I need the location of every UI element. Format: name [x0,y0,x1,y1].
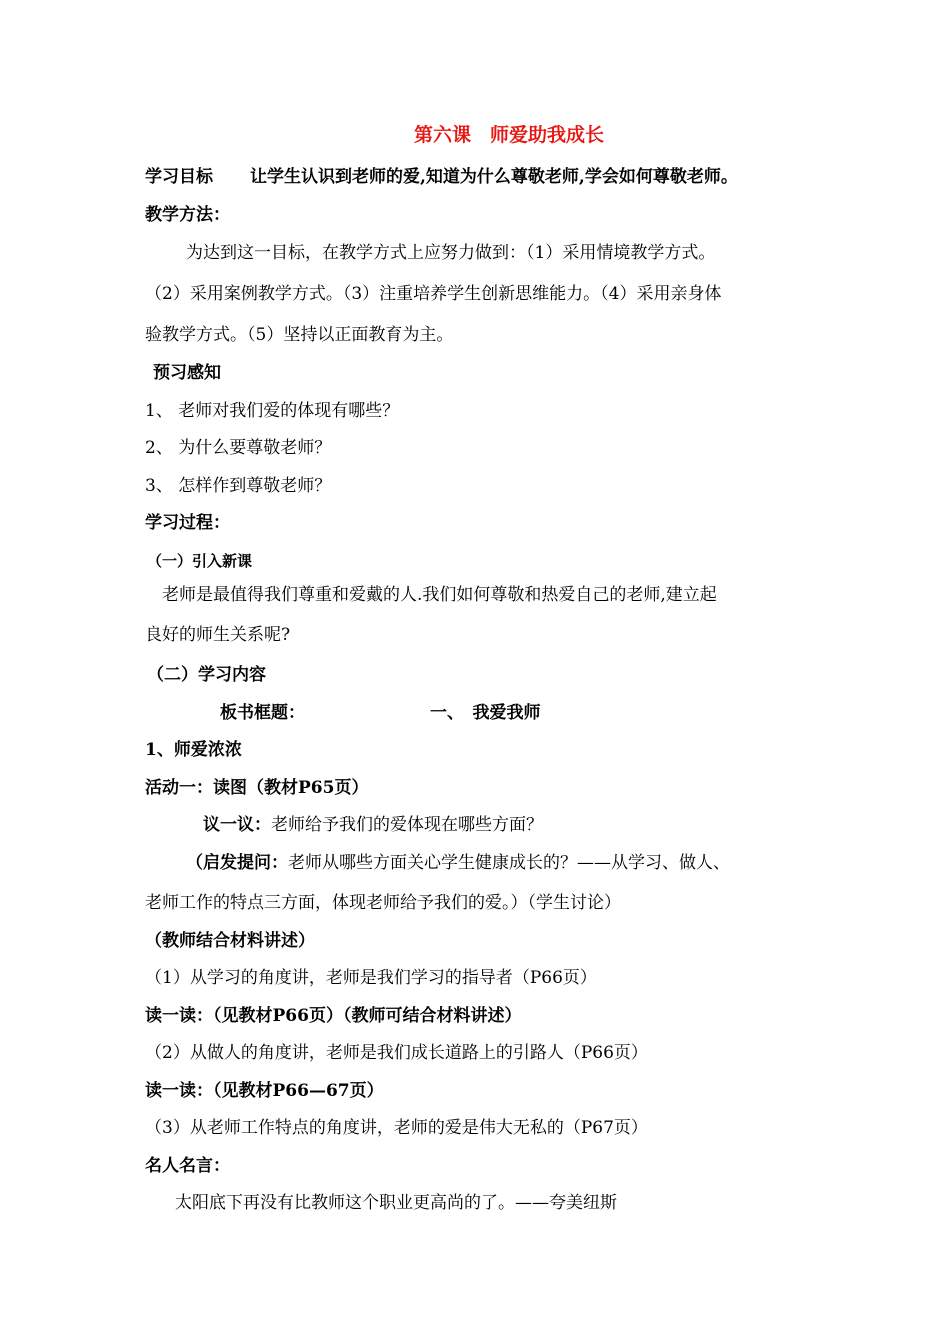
method-line: （2）采用案例教学方式。（3）注重培养学生创新思维能力。（4）采用亲身体 [145,284,722,304]
section-heading: 1、师爱浓浓 [145,740,242,760]
preview-heading: 预习感知 [153,363,221,383]
preview-item: 1、 老师对我们爱的体现有哪些？ [145,401,400,421]
prompt-label: （启发提问： [186,853,288,873]
process-heading: 学习过程： [145,513,230,533]
content-heading: （二）学习内容 [147,665,266,685]
discuss-label: 议一议： [203,815,271,835]
prompt-line: 老师工作的特点三方面，体现老师给予我们的爱。）（学生讨论） [145,893,621,913]
read-heading: 读一读：（见教材P66—67页） [145,1081,384,1101]
quote-heading: 名人名言： [145,1156,230,1176]
point-item: （2）从做人的角度讲，老师是我们成长道路上的引路人（P66页） [145,1043,648,1063]
method-line: 为达到这一目标，在教学方式上应努力做到：（1）采用情境教学方式。 [186,243,716,263]
method-line: 验教学方式。（5）坚持以正面教育为主。 [145,325,454,345]
discuss-line [203,814,543,836]
read-heading: 读一读：（见教材P66页）（教师可结合材料讲述） [145,1006,522,1026]
discuss-text: 老师给予我们的爱体现在哪些方面？ [271,815,543,835]
prompt-line [186,852,730,874]
goal-label: 学习目标 [145,167,213,187]
point-item: （3）从老师工作特点的角度讲，老师的爱是伟大无私的（P67页） [145,1118,648,1138]
lesson-title: 第六课 师爱助我成长 [414,124,605,146]
method-heading: 教学方法： [145,205,230,225]
goal-text: 让学生认识到老师的爱,知道为什么尊敬老师,学会如何尊敬老师。 [250,167,738,187]
board-label: 板书框题： [220,703,305,723]
intro-line: 良好的师生关系呢? [145,625,291,645]
intro-heading: （一）引入新课 [147,552,253,570]
intro-line: 老师是最值得我们尊重和爱戴的人.我们如何尊敬和热爱自己的老师,建立起 [162,585,717,605]
prompt-text: 老师从哪些方面关心学生健康成长的？——从学习、做人、 [288,853,730,873]
quote-text: 太阳底下再没有比教师这个职业更高尚的了。——夸美纽斯 [175,1193,617,1213]
teacher-note: （教师结合材料讲述） [145,931,315,951]
board-title: 一、 我爱我师 [430,703,541,723]
preview-item: 3、 怎样作到尊敬老师？ [145,476,332,496]
point-item: （1）从学习的角度讲，老师是我们学习的指导者（P66页） [145,968,597,988]
activity-heading: 活动一：读图（教材P65页） [145,778,369,798]
preview-item: 2、 为什么要尊敬老师？ [145,438,332,458]
